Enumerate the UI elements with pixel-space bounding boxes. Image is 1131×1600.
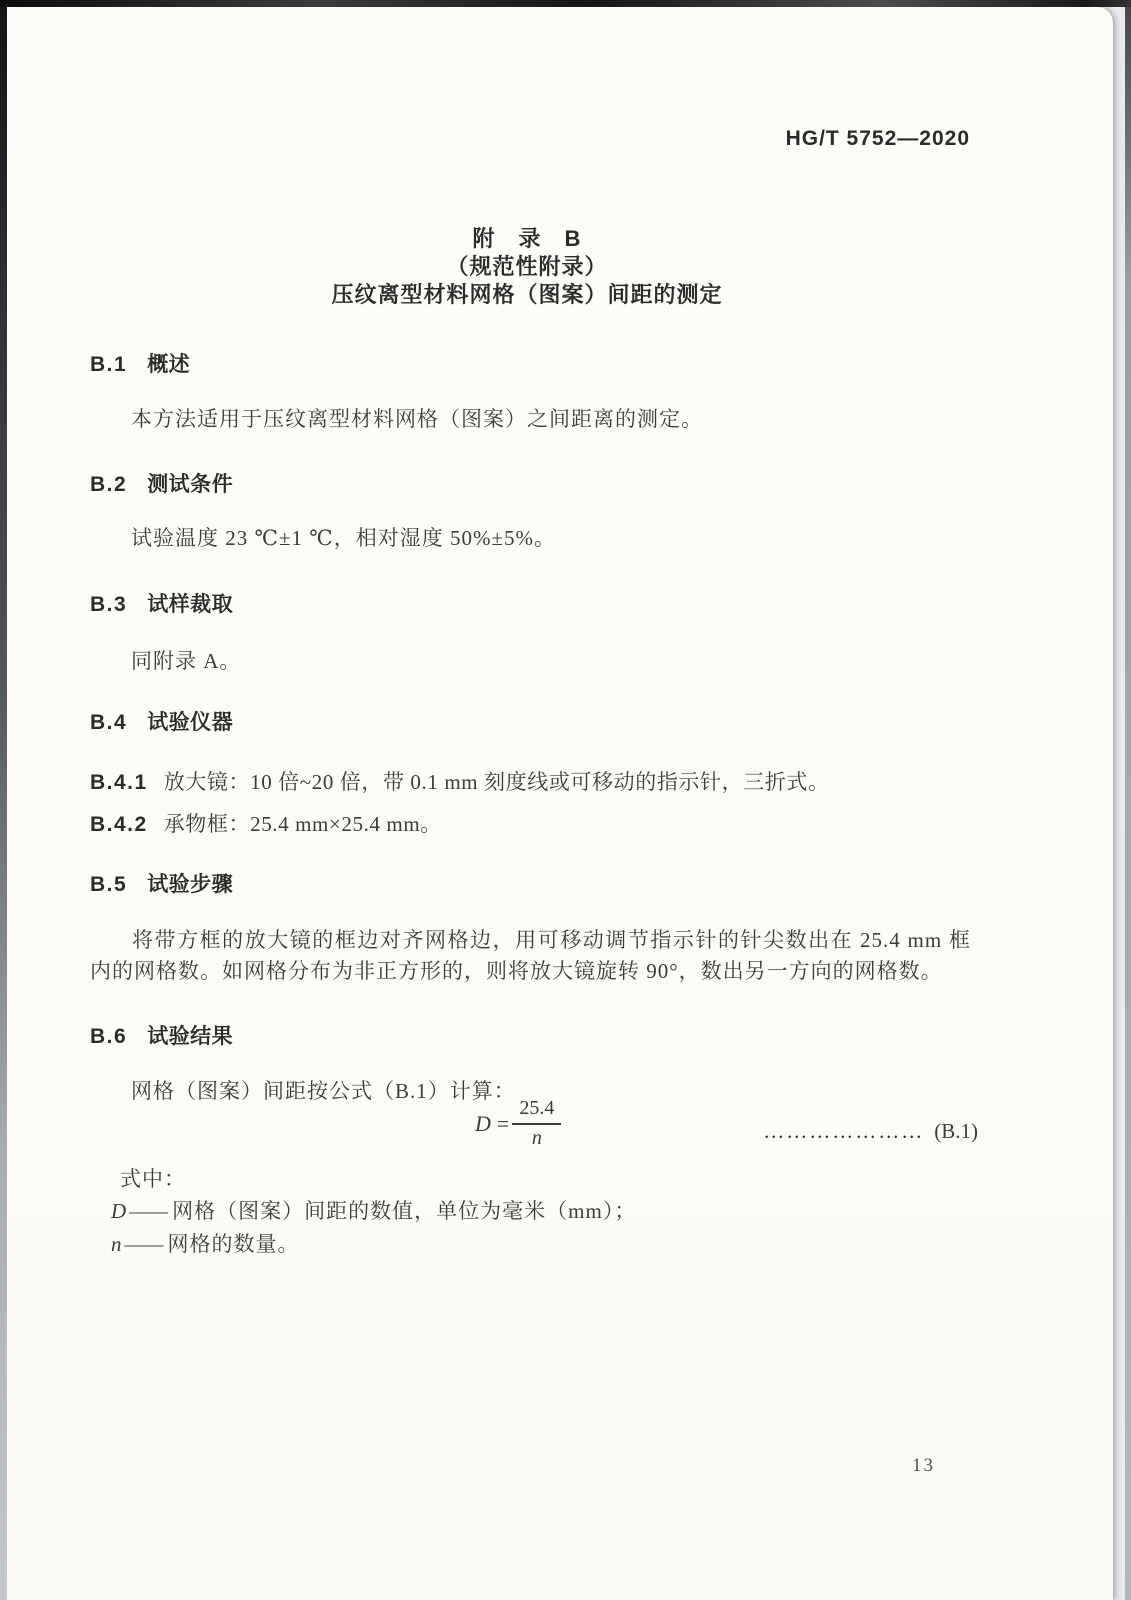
formula-dot-leader: ………………… [763,1119,925,1143]
term-description: 网格（图案）间距的数值，单位为毫米（mm）； [172,1199,637,1223]
subsection-number: B.4.2 [90,813,148,836]
term-dash: —— [124,1232,161,1256]
formula-denominator: n [531,1127,542,1149]
formula-b1 [475,1097,561,1150]
section-heading-b2 [90,468,233,498]
section-body-b2: 试验温度 23 ℃±1 ℃，相对湿度 50%±5%。 [131,526,557,550]
section-number: B.4 [90,711,128,734]
subsection-text: 承物框：25.4 mm×25.4 mm。 [163,812,442,836]
section-heading-b1 [90,348,190,378]
page-number: 13 [912,1455,935,1476]
section-title: 试样裁取 [147,593,234,616]
where-term-d [111,1195,636,1225]
formula-ref-label: (B.1) [934,1119,978,1143]
appendix-title-line-1: 附 录 B [472,226,582,251]
term-symbol: n [111,1232,123,1256]
where-clause-intro: 式中： [120,1167,186,1191]
subsection-b41 [90,766,830,796]
appendix-title-line-3: 压纹离型材料网格（图案）间距的测定 [331,282,723,307]
section-body-b3: 同附录 A。 [131,649,242,673]
subsection-number: B.4.1 [90,771,148,794]
section-heading-b6 [90,1020,233,1050]
section-body-b5: 将带方框的放大镜的框边对齐网格边，用可移动调节指示针的针尖数出在 25.4 mm 框内的网格数。如网格分布为非正方形的，则将放大镜旋转 90°，数出另一方向的网格数。 [90,928,971,983]
formula-equals-sign: = [496,1110,510,1136]
formula-numerator: 25.4 [512,1097,561,1125]
term-symbol: D [111,1199,128,1223]
where-term-n [111,1228,300,1258]
subsection-text: 放大镜：10 倍~20 倍，带 0.1 mm 刻度线或可移动的指示针，三折式。 [163,770,830,794]
section-body-b1: 本方法适用于压纹离型材料网格（图案）之间距离的测定。 [131,407,703,431]
document-page [7,7,1113,1600]
section-heading-b3 [90,588,233,618]
section-title: 测试条件 [147,473,234,496]
section-title: 试验仪器 [147,711,234,734]
appendix-title-line-2: （规范性附录） [446,254,608,279]
section-title: 试验步骤 [147,873,234,896]
section-heading-b4 [90,706,233,736]
appendix-title-block [87,225,967,309]
section-title: 概述 [147,353,191,376]
section-number: B.3 [90,593,128,616]
scanner-edge-left [0,0,7,1600]
section-number: B.5 [90,873,128,896]
section-body-b6: 网格（图案）间距按公式（B.1）计算： [131,1079,516,1103]
section-number: B.6 [90,1025,128,1048]
formula-lhs: D [475,1110,491,1136]
subsection-b42 [90,808,442,838]
formula-reference [763,1119,978,1144]
section-heading-b5 [90,868,233,898]
section-number: B.1 [90,353,128,376]
term-description: 网格的数量。 [167,1232,300,1256]
standard-number-header: HG/T 5752—2020 [785,127,970,150]
section-title: 试验结果 [147,1025,234,1048]
section-number: B.2 [90,473,128,496]
term-dash: —— [129,1199,166,1223]
scanner-edge-top [0,0,1131,7]
formula-fraction [512,1097,561,1150]
scanner-edge-right [1125,0,1131,1600]
